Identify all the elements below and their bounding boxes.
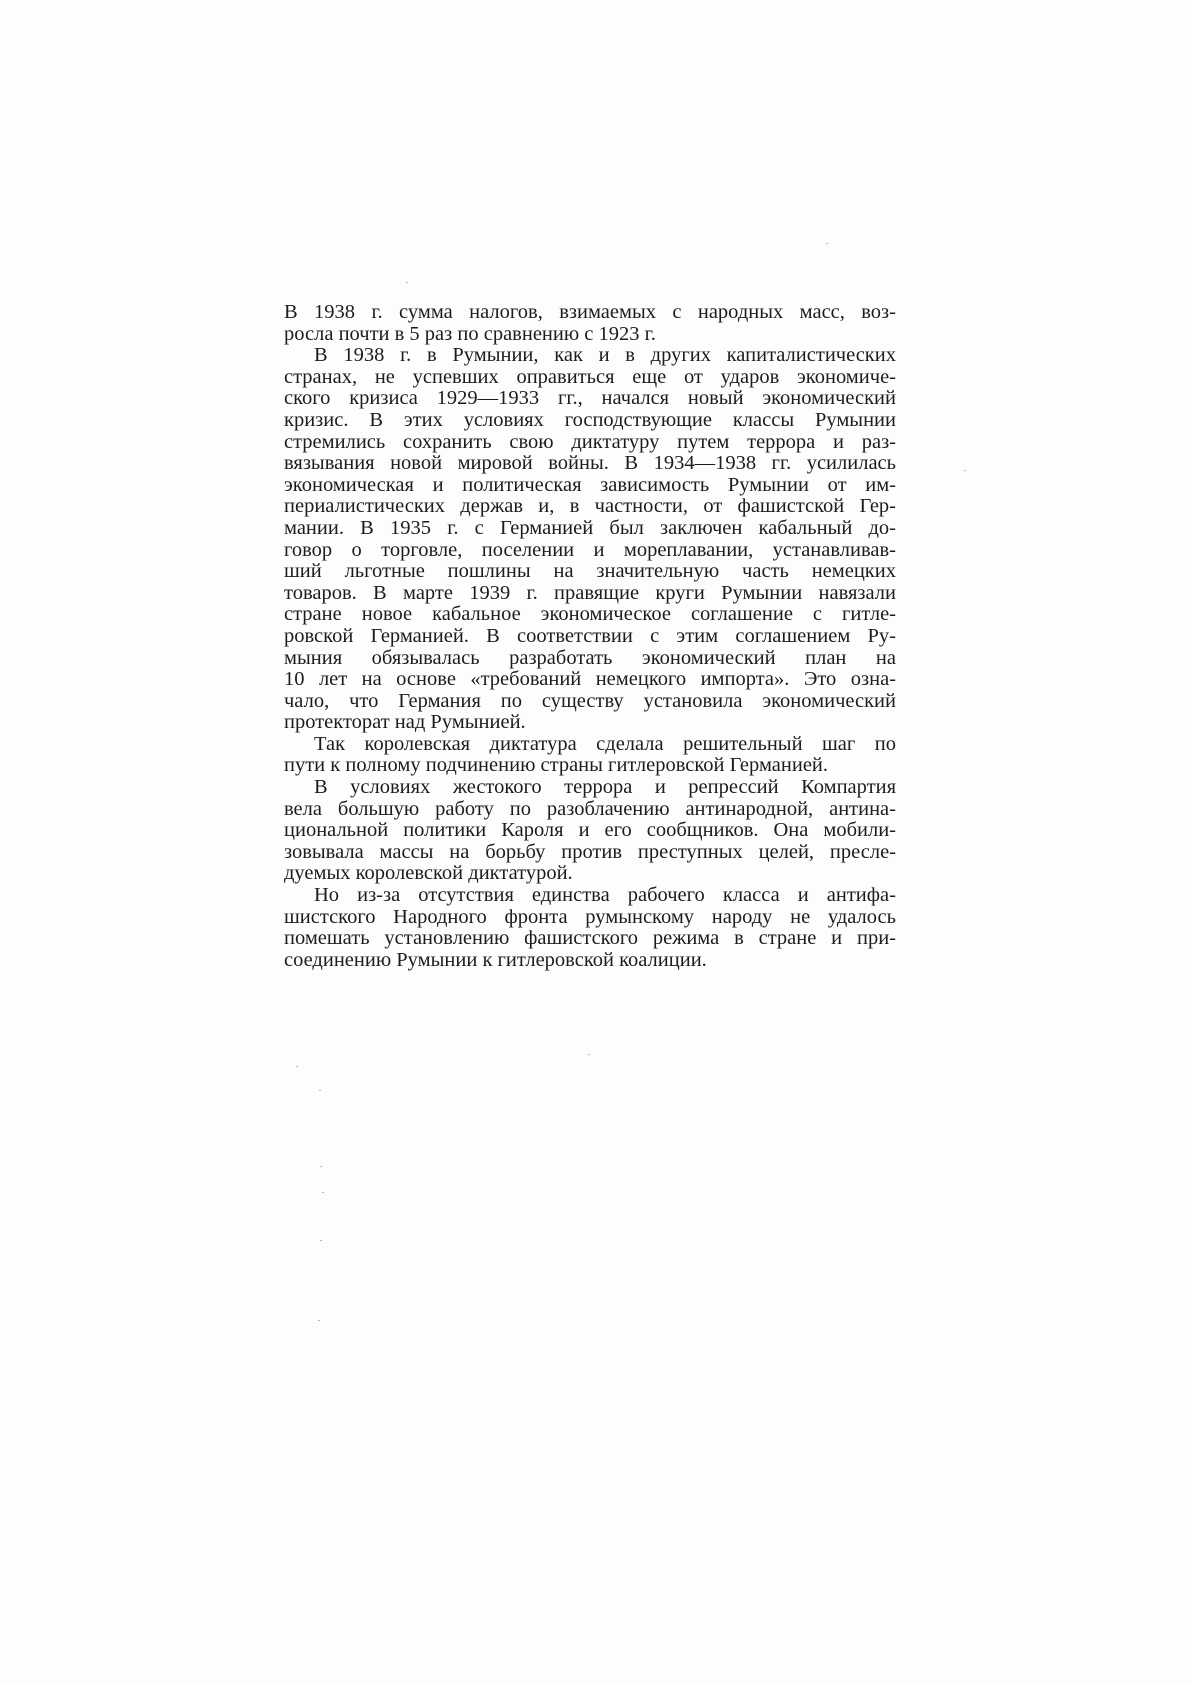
paragraph — [284, 345, 896, 734]
text-line: кризис. В этих условиях господствующие классы Румынии — [284, 408, 896, 431]
scan-speck — [322, 1192, 324, 1193]
text-line: В 1938 г. сумма налогов, взимаемых с народных масс, воз- — [284, 301, 896, 323]
text-line: чало, что Германия по существу установила экономический — [284, 689, 896, 712]
scan-speck — [320, 1166, 322, 1167]
text-line: В 1938 г. в Румынии, как и в других капиталистических — [314, 344, 896, 367]
text-line: шистского Народного фронта румынскому народу не удалось — [284, 905, 896, 928]
text-line: росла почти в 5 раз по сравнению с 1923 г. — [284, 322, 656, 345]
paragraph — [284, 777, 896, 885]
scan-speck — [296, 1066, 298, 1067]
body-text — [284, 302, 896, 971]
text-line: ровской Германией. В соответствии с этим соглашением Ру- — [284, 624, 896, 647]
text-line: соединению Румынии к гитлеровской коалиции. — [284, 948, 707, 971]
scan-speck — [319, 1090, 321, 1091]
text-line: говор о торговле, поселении и мореплавании, устанавливав- — [284, 538, 896, 561]
paragraph — [284, 734, 896, 777]
text-line: ший льготные пошлины на значительную часть немецких — [284, 560, 896, 583]
scan-speck — [588, 1054, 590, 1055]
scan-speck — [406, 282, 408, 283]
text-line: дуемых королевской диктатурой. — [284, 862, 573, 885]
text-line: вела большую работу по разоблачению антинародной, антина- — [284, 797, 896, 820]
text-line: стране новое кабальное экономическое соглашение с гитле- — [284, 603, 896, 626]
text-line: экономическая и политическая зависимость Румынии от им- — [284, 473, 896, 496]
text-line: зовывала массы на борьбу против преступных целей, пресле- — [284, 840, 896, 863]
text-line: Но из-за отсутствия единства рабочего класса и антифа- — [314, 884, 896, 907]
scan-speck — [320, 1240, 322, 1241]
paragraph — [284, 885, 896, 971]
text-line: вязывания новой мировой войны. В 1934—1938 гг. усилилась — [284, 452, 896, 475]
scan-speck — [318, 1320, 320, 1321]
text-line: стремились сохранить свою диктатуру путем террора и раз- — [284, 430, 896, 453]
text-line: товаров. В марте 1939 г. правящие круги Румынии навязали — [284, 581, 896, 604]
text-line: ского кризиса 1929—1933 гг., начался новый экономический — [284, 387, 896, 410]
text-line: странах, не успевших оправиться еще от ударов экономиче- — [284, 365, 896, 388]
text-line: мыния обязывалась разработать экономический план на — [284, 646, 896, 669]
text-line: пути к полному подчинению страны гитлеровской Германией. — [284, 754, 829, 777]
text-line: мании. В 1935 г. с Германией был заключен кабальный до- — [284, 516, 896, 539]
text-line: Так королевская диктатура сделала решительный шаг по — [314, 732, 896, 755]
text-line: помешать установлению фашистского режима в стране и при- — [284, 927, 896, 950]
text-line: периалистических держав и, в частности, от фашистской Гер- — [284, 495, 896, 518]
paragraph — [284, 302, 896, 345]
text-line: В условиях жестокого террора и репрессий Компартия — [314, 776, 896, 799]
scan-speck — [964, 470, 966, 471]
text-line: 10 лет на основе «требований немецкого импорта». Это озна- — [284, 668, 896, 691]
text-line: циональной политики Кароля и его сообщников. Она мобили- — [284, 819, 896, 842]
text-line: протекторат над Румынией. — [284, 711, 526, 734]
scan-speck — [826, 243, 828, 244]
